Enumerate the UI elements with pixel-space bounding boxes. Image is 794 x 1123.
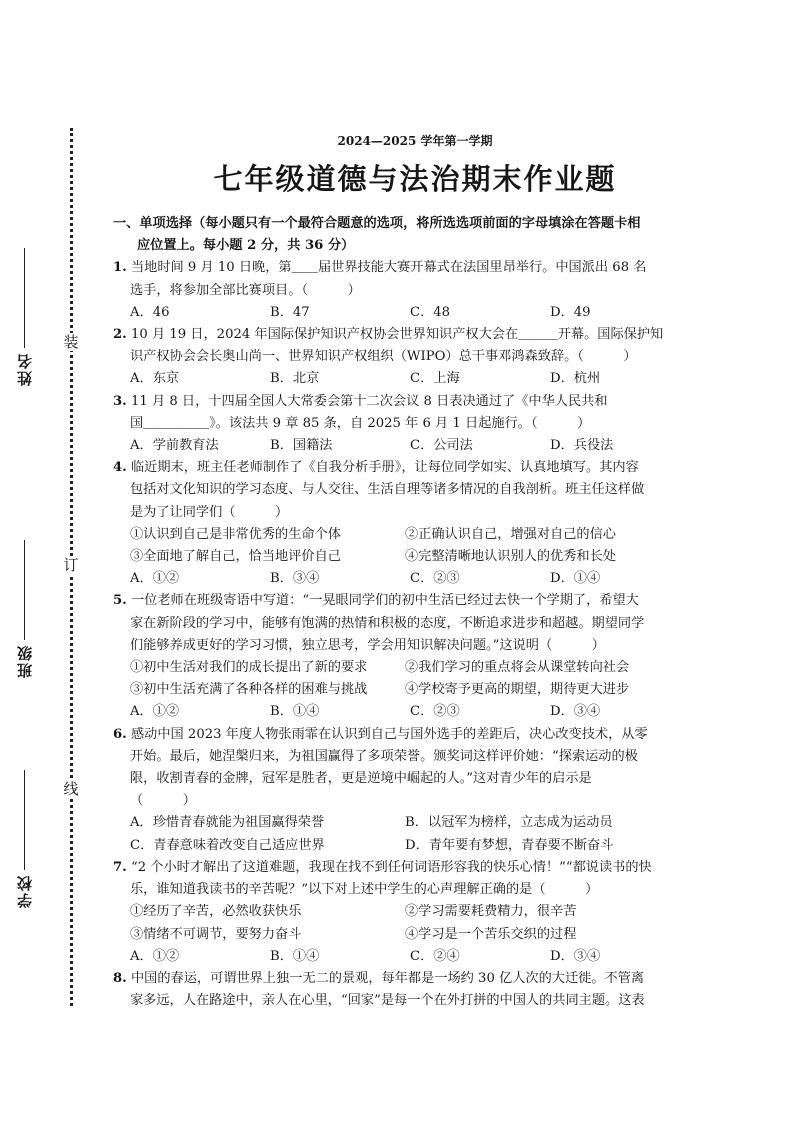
option-b[interactable]: B．以冠军为榜样，立志成为运动员	[405, 815, 613, 831]
statement-row	[113, 679, 723, 701]
name-field-label: 姓名	[16, 352, 34, 386]
question-2	[113, 324, 723, 391]
statement-3: ③初中生活充满了各种各样的困难与挑战	[130, 682, 368, 698]
question-text-line: 家多远，人在路途中，亲人在心里，“回家”是每一个在外打拼的中国人的共同主题。这表	[130, 993, 645, 1009]
option-d[interactable]: D．杭州	[550, 371, 601, 387]
statement-3: ③情绪不可调节，要努力奋斗	[130, 926, 302, 942]
statement-1: ①经历了辛苦，必然收获快乐	[130, 904, 302, 920]
option-d[interactable]: D．①④	[550, 571, 601, 587]
school-field-label: 学校	[16, 874, 34, 908]
exam-title: 七年级道德与法治期末作业题	[213, 162, 617, 196]
option-a[interactable]: A．46	[130, 304, 170, 320]
option-row	[113, 946, 723, 968]
question-text-line: 一位老师在班级寄语中写道：“一晃眼同学们的初中生活已经过去快一个学期了，希望大	[130, 593, 639, 609]
question-text-line: 11 月 8 日，十四届全国人大常委会第十二次会议 8 日表决通过了《中华人民共和	[130, 393, 608, 409]
question-5	[113, 590, 723, 723]
question-text-line: 们能够养成更好的学习习惯，独立思考，学会用知识解决问题。”这说明（ ）	[130, 637, 605, 653]
name-field[interactable]	[14, 248, 36, 386]
option-d[interactable]: D．兵役法	[550, 438, 614, 454]
question-text-line: 感动中国 2023 年度人物张雨霏在认识到自己与国外选手的差距后，决心改变技术，从零	[130, 726, 648, 742]
seal-char-ding: 订	[63, 556, 79, 574]
option-b[interactable]: B．③④	[270, 571, 320, 587]
option-b[interactable]: B．北京	[270, 371, 320, 387]
question-text-line: 家在新阶段的学习中，能够有饱满的热情和积极的态度，不断追求进步和超越。期望同学	[130, 615, 645, 631]
exam-content	[113, 213, 723, 1012]
question-number: 6.	[113, 726, 127, 742]
question-1	[113, 257, 723, 324]
option-b[interactable]: B．①④	[270, 704, 320, 720]
option-a[interactable]: A．①②	[130, 704, 180, 720]
statement-1: ①初中生活对我们的成长提出了新的要求	[130, 660, 368, 676]
statement-row	[113, 901, 723, 923]
question-text-line: 乐，谁知道我读书的辛苦呢？”以下对上述中学生的心声理解正确的是（ ）	[130, 882, 599, 898]
option-row	[113, 701, 723, 723]
question-text-line: 包括对文化知识的学习态度、与人交往、生活自理等诸多情况的自我剖析。班主任这样做	[130, 482, 645, 498]
option-c[interactable]: C．上海	[410, 371, 460, 387]
option-a[interactable]: A．东京	[130, 371, 180, 387]
question-3	[113, 391, 723, 458]
question-text-line: “2 个小时才解出了这道难题，我现在找不到任何词语形容我的快乐心情！”“都说读书的快	[130, 859, 652, 875]
question-text-line: 是为了让同学们（ ）	[130, 504, 289, 520]
option-row	[113, 812, 723, 834]
statement-row	[113, 524, 723, 546]
name-field-blank[interactable]	[25, 248, 26, 348]
option-row	[113, 302, 723, 324]
question-text-line: 识产权协会会长奥山尚一、世界知识产权组织（WIPO）总干事邓鸿森致辞。（ ）	[130, 349, 637, 365]
option-a[interactable]: A．①②	[130, 571, 180, 587]
option-c[interactable]: C．②③	[410, 704, 460, 720]
option-a[interactable]: A．学前教育法	[130, 438, 219, 454]
statement-2: ②学习需要耗费精力，很辛苦	[405, 904, 577, 920]
school-field[interactable]	[14, 770, 36, 908]
option-row	[113, 568, 723, 590]
class-field-blank[interactable]	[25, 540, 26, 640]
statement-2: ②我们学习的重点将会从课堂转向社会	[405, 660, 630, 676]
option-row	[113, 835, 723, 857]
statement-row	[113, 657, 723, 679]
option-c[interactable]: C．青春意味着改变自己适应世界	[130, 837, 325, 853]
option-d[interactable]: D．③④	[550, 704, 601, 720]
question-text-line: 限，收割青春的金牌，冠军是胜者，更是逆境中崛起的人。”这对青少年的启示是	[130, 771, 592, 787]
option-c[interactable]: C．②④	[410, 948, 460, 964]
question-number: 3.	[113, 393, 127, 409]
statement-4: ④学习是一个苦乐交织的过程	[405, 926, 577, 942]
question-text-line: 当地时间 9 月 10 日晚，第＿＿届世界技能大赛开幕式在法国里昂举行。中国派出 68 名	[130, 260, 647, 276]
question-number: 7.	[113, 859, 127, 875]
option-d[interactable]: D．49	[550, 304, 591, 320]
question-number: 4.	[113, 460, 127, 476]
statement-4: ④学校寄予更高的期望，期待更大进步	[405, 682, 630, 698]
option-b[interactable]: B．国籍法	[270, 438, 333, 454]
question-8	[113, 968, 723, 1012]
question-text-line: 临近期末，班主任老师制作了《自我分析手册》，让每位同学如实、认真地填写。其内容	[130, 460, 639, 476]
section-heading	[113, 213, 723, 257]
option-c[interactable]: C．公司法	[410, 438, 473, 454]
question-text-line: （ ）	[130, 793, 196, 809]
question-text-line: 选手，将参加全部比赛项目。（ ）	[130, 282, 361, 298]
option-c[interactable]: C．②③	[410, 571, 460, 587]
statement-2: ②正确认识自己，增强对自己的信心	[405, 526, 616, 542]
question-4	[113, 457, 723, 590]
section-heading-line-1: 一、单项选择（每小题只有一个最符合题意的选项，将所选选项前面的字母填涂在答题卡相	[113, 216, 641, 231]
question-number: 1.	[113, 260, 127, 276]
seal-char-xian: 线	[63, 780, 79, 798]
exam-header	[110, 132, 720, 198]
option-a[interactable]: A．珍惜青春就能为祖国赢得荣誉	[130, 815, 325, 831]
option-row	[113, 435, 723, 457]
statement-3: ③全面地了解自己，恰当地评价自己	[130, 549, 341, 565]
option-d[interactable]: D．③④	[550, 948, 601, 964]
question-number: 8.	[113, 970, 127, 986]
school-field-blank[interactable]	[25, 770, 26, 870]
statement-4: ④完整清晰地认识别人的优秀和长处	[405, 549, 616, 565]
option-b[interactable]: B．47	[270, 304, 310, 320]
option-d[interactable]: D．青年要有梦想，青春要不断奋斗	[405, 837, 614, 853]
exam-term: 2024—2025 学年第一学期	[337, 134, 493, 148]
question-7	[113, 857, 723, 968]
class-field[interactable]	[14, 540, 36, 678]
question-text-line: 国＿＿＿＿＿》。该法共 9 章 85 条，自 2025 年 6 月 1 日起施行。（ ）	[130, 415, 591, 431]
question-number: 5.	[113, 593, 127, 609]
question-number: 2.	[113, 327, 127, 343]
section-heading-line-2: 应位置上。每小题 2 分，共 36 分）	[137, 238, 355, 254]
question-6	[113, 724, 723, 857]
question-text-line: 10 月 19 日，2024 年国际保护知识产权协会世界知识产权大会在＿＿＿开幕。国际保护知	[130, 327, 664, 343]
option-a[interactable]: A．①②	[130, 948, 180, 964]
seal-char-zhuang: 装	[63, 333, 79, 351]
statement-row	[113, 924, 723, 946]
option-row	[113, 368, 723, 390]
question-text-line: 中国的春运，可谓世界上独一无二的景观，每年都是一场约 30 亿人次的大迁徙。不管离	[130, 970, 645, 986]
option-c[interactable]: C．48	[410, 304, 451, 320]
question-text-line: 开始。最后，她涅槃归来，为祖国赢得了多项荣誉。颁奖词这样评价她：“探索运动的极	[130, 748, 638, 764]
statement-1: ①认识到自己是非常优秀的生命个体	[130, 526, 341, 542]
statement-row	[113, 546, 723, 568]
option-b[interactable]: B．①④	[270, 948, 320, 964]
class-field-label: 班级	[16, 644, 34, 678]
